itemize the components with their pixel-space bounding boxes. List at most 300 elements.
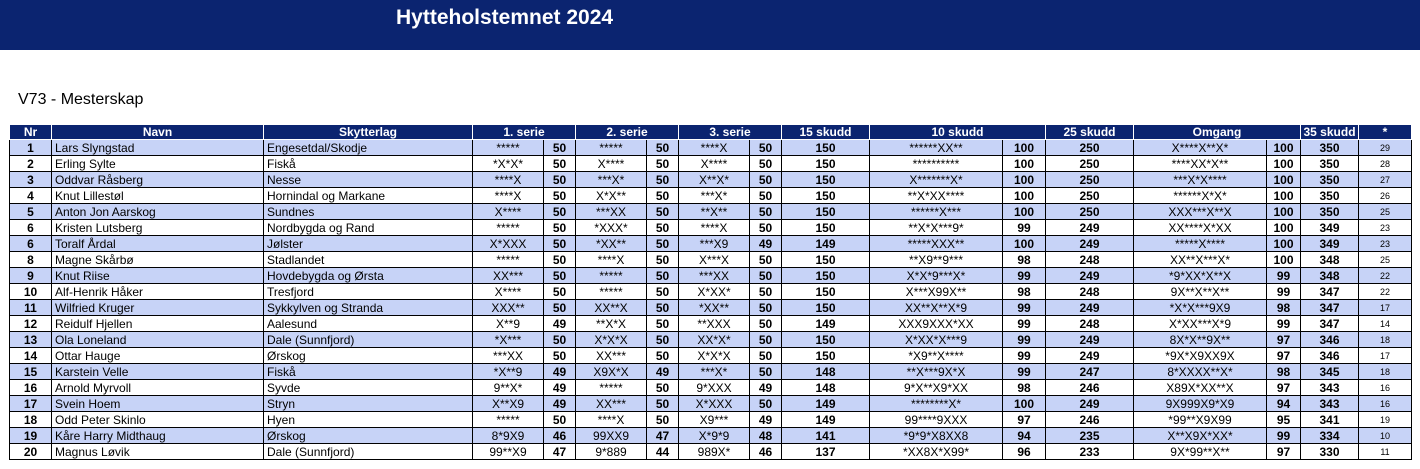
cell-serie-3-points: 50 xyxy=(750,348,782,364)
cell-omgang-shots: ******X*X* xyxy=(1134,188,1267,204)
cell-serie-1-points: 50 xyxy=(544,140,576,156)
table-row xyxy=(10,156,1412,172)
cell-navn: Magne Skårbø xyxy=(52,252,264,268)
table-row xyxy=(10,236,1412,252)
cell-10-skudd-points: 100 xyxy=(1003,396,1046,412)
cell-35-skudd-total: 350 xyxy=(1301,140,1359,156)
cell-serie-1-shots: ***** xyxy=(473,412,544,428)
cell-10-skudd-shots: X*******X* xyxy=(870,172,1003,188)
cell-omgang-shots: 9X**X**X** xyxy=(1134,284,1267,300)
cell-skytterlag: Nesse xyxy=(264,172,473,188)
cell-serie-2-shots: XX*** xyxy=(576,396,647,412)
cell-serie-2-points: 50 xyxy=(647,268,679,284)
cell-serie-2-shots: *XX** xyxy=(576,236,647,252)
cell-serie-3-shots: 989X* xyxy=(679,444,750,460)
cell-serie-1-shots: X**9 xyxy=(473,316,544,332)
cell-serie-1-shots: *X*** xyxy=(473,332,544,348)
cell-serie-2-shots: X9X*X xyxy=(576,364,647,380)
cell-10-skudd-points: 99 xyxy=(1003,220,1046,236)
table-row xyxy=(10,252,1412,268)
cell-star-count: 22 xyxy=(1359,284,1412,300)
cell-omgang-points: 97 xyxy=(1267,444,1301,460)
cell-serie-2-shots: ***** xyxy=(576,380,647,396)
cell-navn: Odd Peter Skinlo xyxy=(52,412,264,428)
cell-nr: 2 xyxy=(10,156,52,172)
cell-serie-2-points: 50 xyxy=(647,140,679,156)
cell-10-skudd-shots: **X*X***9* xyxy=(870,220,1003,236)
cell-serie-1-points: 50 xyxy=(544,204,576,220)
cell-omgang-shots: ***X*X**** xyxy=(1134,172,1267,188)
cell-navn: Reidulf Hjellen xyxy=(52,316,264,332)
cell-star-count: 17 xyxy=(1359,300,1412,316)
cell-15-skudd-total: 148 xyxy=(782,364,870,380)
cell-10-skudd-points: 100 xyxy=(1003,204,1046,220)
cell-10-skudd-shots: *****XXX** xyxy=(870,236,1003,252)
cell-35-skudd-total: 348 xyxy=(1301,252,1359,268)
cell-10-skudd-shots: 99****9XXX xyxy=(870,412,1003,428)
cell-skytterlag: Hornindal og Markane xyxy=(264,188,473,204)
cell-10-skudd-points: 99 xyxy=(1003,300,1046,316)
cell-omgang-shots: 9X999X9*X9 xyxy=(1134,396,1267,412)
cell-10-skudd-shots: ******X*** xyxy=(870,204,1003,220)
cell-15-skudd-total: 150 xyxy=(782,156,870,172)
cell-10-skudd-shots: **X9**9*** xyxy=(870,252,1003,268)
cell-omgang-shots: X*XX***X*9 xyxy=(1134,316,1267,332)
cell-serie-2-shots: 9*889 xyxy=(576,444,647,460)
cell-nr: 10 xyxy=(10,284,52,300)
cell-omgang-shots: XX**X***X* xyxy=(1134,252,1267,268)
cell-serie-3-shots: 9*XXX xyxy=(679,380,750,396)
cell-star-count: 29 xyxy=(1359,140,1412,156)
cell-10-skudd-shots: *XX8X*X99* xyxy=(870,444,1003,460)
cell-serie-2-points: 50 xyxy=(647,172,679,188)
cell-serie-1-shots: ***** xyxy=(473,220,544,236)
cell-serie-3-shots: X**X* xyxy=(679,172,750,188)
cell-star-count: 27 xyxy=(1359,172,1412,188)
cell-15-skudd-total: 141 xyxy=(782,428,870,444)
cell-15-skudd-total: 150 xyxy=(782,220,870,236)
cell-serie-2-shots: X*X** xyxy=(576,188,647,204)
cell-serie-1-points: 50 xyxy=(544,284,576,300)
table-row xyxy=(10,380,1412,396)
cell-serie-1-shots: ***** xyxy=(473,140,544,156)
cell-serie-1-points: 50 xyxy=(544,220,576,236)
cell-serie-2-shots: *XXX* xyxy=(576,220,647,236)
cell-skytterlag: Nordbygda og Rand xyxy=(264,220,473,236)
cell-star-count: 25 xyxy=(1359,204,1412,220)
cell-10-skudd-shots: **X***9X*X xyxy=(870,364,1003,380)
cell-serie-3-shots: ***XX xyxy=(679,268,750,284)
cell-serie-3-points: 50 xyxy=(750,172,782,188)
cell-10-skudd-points: 99 xyxy=(1003,348,1046,364)
col-header-nr: Nr xyxy=(10,125,52,140)
cell-serie-3-points: 50 xyxy=(750,220,782,236)
cell-10-skudd-points: 98 xyxy=(1003,284,1046,300)
cell-omgang-points: 97 xyxy=(1267,380,1301,396)
cell-serie-3-shots: X*XX* xyxy=(679,284,750,300)
cell-serie-3-shots: ***X* xyxy=(679,364,750,380)
cell-navn: Knut Lillestøl xyxy=(52,188,264,204)
cell-omgang-shots: ****XX*X** xyxy=(1134,156,1267,172)
cell-serie-2-points: 50 xyxy=(647,412,679,428)
cell-nr: 17 xyxy=(10,396,52,412)
cell-15-skudd-total: 150 xyxy=(782,284,870,300)
table-row xyxy=(10,444,1412,460)
cell-35-skudd-total: 346 xyxy=(1301,348,1359,364)
cell-omgang-points: 100 xyxy=(1267,204,1301,220)
cell-star-count: 16 xyxy=(1359,380,1412,396)
cell-navn: Wilfried Kruger xyxy=(52,300,264,316)
cell-skytterlag: Stadlandet xyxy=(264,252,473,268)
cell-35-skudd-total: 341 xyxy=(1301,412,1359,428)
cell-25-skudd-total: 249 xyxy=(1046,332,1134,348)
cell-navn: Toralf Årdal xyxy=(52,236,264,252)
cell-15-skudd-total: 149 xyxy=(782,236,870,252)
cell-15-skudd-total: 150 xyxy=(782,252,870,268)
cell-serie-3-shots: X***X xyxy=(679,252,750,268)
table-row xyxy=(10,204,1412,220)
cell-navn: Svein Hoem xyxy=(52,396,264,412)
cell-serie-3-points: 50 xyxy=(750,140,782,156)
cell-omgang-shots: *****X**** xyxy=(1134,236,1267,252)
cell-serie-1-points: 49 xyxy=(544,396,576,412)
cell-15-skudd-total: 150 xyxy=(782,268,870,284)
cell-serie-2-points: 50 xyxy=(647,236,679,252)
cell-serie-2-shots: ***** xyxy=(576,284,647,300)
cell-serie-1-shots: ***** xyxy=(473,252,544,268)
cell-25-skudd-total: 235 xyxy=(1046,428,1134,444)
cell-navn: Ola Loneland xyxy=(52,332,264,348)
cell-serie-1-points: 50 xyxy=(544,412,576,428)
col-header-serie-2: 2. serie xyxy=(576,125,679,140)
table-row xyxy=(10,268,1412,284)
cell-15-skudd-total: 150 xyxy=(782,300,870,316)
cell-nr: 12 xyxy=(10,316,52,332)
cell-25-skudd-total: 248 xyxy=(1046,316,1134,332)
page-title: Hytteholstemnet 2024 xyxy=(396,6,614,29)
cell-10-skudd-points: 100 xyxy=(1003,236,1046,252)
col-header-navn: Navn xyxy=(52,125,264,140)
cell-serie-1-points: 50 xyxy=(544,172,576,188)
cell-15-skudd-total: 150 xyxy=(782,172,870,188)
col-header-serie-1: 1. serie xyxy=(473,125,576,140)
cell-nr: 16 xyxy=(10,380,52,396)
cell-serie-2-points: 44 xyxy=(647,444,679,460)
cell-10-skudd-shots: ********X* xyxy=(870,396,1003,412)
table-row xyxy=(10,348,1412,364)
cell-omgang-shots: 8*XXXX**X* xyxy=(1134,364,1267,380)
col-header-star: * xyxy=(1359,125,1412,140)
cell-navn: Anton Jon Aarskog xyxy=(52,204,264,220)
cell-serie-3-shots: X*9*9 xyxy=(679,428,750,444)
cell-serie-2-shots: ****X xyxy=(576,252,647,268)
cell-serie-2-shots: ***** xyxy=(576,140,647,156)
cell-serie-2-shots: X*X*X xyxy=(576,332,647,348)
cell-serie-3-points: 50 xyxy=(750,364,782,380)
cell-serie-1-shots: *X**9 xyxy=(473,364,544,380)
class-title: V73 - Mesterskap xyxy=(18,91,144,108)
cell-10-skudd-points: 98 xyxy=(1003,252,1046,268)
cell-10-skudd-points: 97 xyxy=(1003,412,1046,428)
cell-serie-3-points: 50 xyxy=(750,332,782,348)
cell-star-count: 18 xyxy=(1359,364,1412,380)
cell-navn: Knut Riise xyxy=(52,268,264,284)
cell-10-skudd-shots: X***X99X** xyxy=(870,284,1003,300)
cell-serie-2-points: 50 xyxy=(647,348,679,364)
cell-serie-3-points: 50 xyxy=(750,156,782,172)
cell-serie-2-shots: XX**X xyxy=(576,300,647,316)
table-row xyxy=(10,364,1412,380)
table-row xyxy=(10,188,1412,204)
cell-star-count: 18 xyxy=(1359,332,1412,348)
cell-35-skudd-total: 350 xyxy=(1301,172,1359,188)
cell-35-skudd-total: 350 xyxy=(1301,156,1359,172)
cell-skytterlag: Hyen xyxy=(264,412,473,428)
cell-nr: 5 xyxy=(10,204,52,220)
cell-10-skudd-shots: **X*XX**** xyxy=(870,188,1003,204)
cell-25-skudd-total: 249 xyxy=(1046,396,1134,412)
cell-navn: Alf-Henrik Håker xyxy=(52,284,264,300)
cell-25-skudd-total: 248 xyxy=(1046,252,1134,268)
cell-serie-3-shots: ***X* xyxy=(679,188,750,204)
cell-navn: Lars Slyngstad xyxy=(52,140,264,156)
cell-serie-1-shots: ***XX xyxy=(473,348,544,364)
table-row xyxy=(10,300,1412,316)
cell-omgang-shots: *9X*X9XX9X xyxy=(1134,348,1267,364)
cell-10-skudd-points: 99 xyxy=(1003,316,1046,332)
cell-10-skudd-points: 99 xyxy=(1003,268,1046,284)
cell-skytterlag: Sykkylven og Stranda xyxy=(264,300,473,316)
cell-serie-2-shots: X**** xyxy=(576,156,647,172)
cell-skytterlag: Engesetdal/Skodje xyxy=(264,140,473,156)
cell-serie-1-points: 50 xyxy=(544,236,576,252)
cell-serie-2-points: 50 xyxy=(647,220,679,236)
col-header-omgang: Omgang xyxy=(1134,125,1301,140)
cell-35-skudd-total: 350 xyxy=(1301,204,1359,220)
cell-skytterlag: Fiskå xyxy=(264,364,473,380)
cell-15-skudd-total: 150 xyxy=(782,332,870,348)
cell-skytterlag: Ørskog xyxy=(264,348,473,364)
cell-serie-3-points: 46 xyxy=(750,444,782,460)
cell-star-count: 25 xyxy=(1359,252,1412,268)
cell-star-count: 23 xyxy=(1359,236,1412,252)
cell-serie-2-points: 50 xyxy=(647,380,679,396)
cell-navn: Oddvar Råsberg xyxy=(52,172,264,188)
cell-serie-3-shots: X**** xyxy=(679,156,750,172)
cell-serie-1-points: 49 xyxy=(544,380,576,396)
cell-10-skudd-shots: XXX9XXX*XX xyxy=(870,316,1003,332)
cell-star-count: 11 xyxy=(1359,444,1412,460)
cell-10-skudd-points: 100 xyxy=(1003,188,1046,204)
cell-25-skudd-total: 249 xyxy=(1046,268,1134,284)
cell-serie-1-points: 46 xyxy=(544,428,576,444)
table-row xyxy=(10,412,1412,428)
cell-10-skudd-shots: X*XX*X***9 xyxy=(870,332,1003,348)
cell-serie-1-points: 49 xyxy=(544,316,576,332)
cell-15-skudd-total: 150 xyxy=(782,204,870,220)
cell-15-skudd-total: 149 xyxy=(782,412,870,428)
cell-omgang-points: 100 xyxy=(1267,188,1301,204)
cell-serie-1-shots: XXX** xyxy=(473,300,544,316)
cell-35-skudd-total: 343 xyxy=(1301,396,1359,412)
cell-10-skudd-points: 98 xyxy=(1003,380,1046,396)
cell-omgang-points: 98 xyxy=(1267,300,1301,316)
cell-star-count: 19 xyxy=(1359,412,1412,428)
cell-serie-3-points: 50 xyxy=(750,204,782,220)
cell-omgang-points: 100 xyxy=(1267,140,1301,156)
cell-25-skudd-total: 250 xyxy=(1046,140,1134,156)
cell-serie-2-points: 50 xyxy=(647,252,679,268)
table-row xyxy=(10,332,1412,348)
table-row xyxy=(10,172,1412,188)
cell-omgang-shots: *X*X***9X9 xyxy=(1134,300,1267,316)
cell-skytterlag: Syvde xyxy=(264,380,473,396)
col-header-skytterlag: Skytterlag xyxy=(264,125,473,140)
cell-serie-3-points: 49 xyxy=(750,380,782,396)
cell-skytterlag: Ørskog xyxy=(264,428,473,444)
cell-omgang-points: 95 xyxy=(1267,412,1301,428)
cell-serie-2-shots: ***** xyxy=(576,268,647,284)
cell-10-skudd-points: 94 xyxy=(1003,428,1046,444)
cell-35-skudd-total: 334 xyxy=(1301,428,1359,444)
cell-15-skudd-total: 150 xyxy=(782,140,870,156)
cell-serie-2-points: 50 xyxy=(647,284,679,300)
cell-nr: 14 xyxy=(10,348,52,364)
cell-15-skudd-total: 150 xyxy=(782,188,870,204)
cell-star-count: 26 xyxy=(1359,188,1412,204)
cell-nr: 3 xyxy=(10,172,52,188)
cell-serie-2-points: 50 xyxy=(647,204,679,220)
cell-serie-2-points: 50 xyxy=(647,316,679,332)
cell-nr: 8 xyxy=(10,252,52,268)
cell-serie-1-points: 50 xyxy=(544,188,576,204)
cell-navn: Karstein Velle xyxy=(52,364,264,380)
header-bar xyxy=(0,0,1420,50)
cell-navn: Erling Sylte xyxy=(52,156,264,172)
cell-omgang-shots: X**X9X*XX* xyxy=(1134,428,1267,444)
cell-35-skudd-total: 347 xyxy=(1301,284,1359,300)
cell-omgang-shots: *9*XX*X**X xyxy=(1134,268,1267,284)
cell-navn: Kåre Harry Midthaug xyxy=(52,428,264,444)
cell-serie-2-points: 49 xyxy=(647,364,679,380)
cell-serie-1-shots: X*XXX xyxy=(473,236,544,252)
cell-serie-1-shots: *X*X* xyxy=(473,156,544,172)
cell-nr: 20 xyxy=(10,444,52,460)
cell-serie-3-shots: ***X9 xyxy=(679,236,750,252)
cell-nr: 6 xyxy=(10,236,52,252)
cell-serie-2-shots: XX*** xyxy=(576,348,647,364)
cell-serie-3-points: 50 xyxy=(750,396,782,412)
table-row xyxy=(10,396,1412,412)
cell-15-skudd-total: 149 xyxy=(782,316,870,332)
cell-omgang-shots: X89X*XX**X xyxy=(1134,380,1267,396)
cell-serie-1-shots: ****X xyxy=(473,188,544,204)
cell-serie-3-points: 50 xyxy=(750,284,782,300)
cell-10-skudd-shots: XX**X**X*9 xyxy=(870,300,1003,316)
cell-25-skudd-total: 249 xyxy=(1046,348,1134,364)
cell-35-skudd-total: 350 xyxy=(1301,188,1359,204)
cell-omgang-points: 94 xyxy=(1267,396,1301,412)
cell-skytterlag: Aalesund xyxy=(264,316,473,332)
cell-omgang-shots: 9X*99**X** xyxy=(1134,444,1267,460)
cell-15-skudd-total: 150 xyxy=(782,348,870,364)
cell-serie-1-points: 50 xyxy=(544,156,576,172)
cell-nr: 1 xyxy=(10,140,52,156)
cell-omgang-points: 97 xyxy=(1267,348,1301,364)
cell-35-skudd-total: 346 xyxy=(1301,332,1359,348)
cell-skytterlag: Dale (Sunnfjord) xyxy=(264,332,473,348)
cell-25-skudd-total: 249 xyxy=(1046,236,1134,252)
cell-10-skudd-shots: *X9**X**** xyxy=(870,348,1003,364)
cell-omgang-shots: XXX***X**X xyxy=(1134,204,1267,220)
cell-serie-2-points: 50 xyxy=(647,300,679,316)
cell-10-skudd-shots: ********** xyxy=(870,156,1003,172)
cell-star-count: 17 xyxy=(1359,348,1412,364)
cell-nr: 9 xyxy=(10,268,52,284)
cell-omgang-points: 99 xyxy=(1267,428,1301,444)
cell-star-count: 23 xyxy=(1359,220,1412,236)
cell-25-skudd-total: 246 xyxy=(1046,412,1134,428)
cell-serie-1-points: 47 xyxy=(544,444,576,460)
cell-omgang-points: 98 xyxy=(1267,364,1301,380)
cell-serie-3-points: 49 xyxy=(750,412,782,428)
cell-star-count: 14 xyxy=(1359,316,1412,332)
cell-serie-3-points: 50 xyxy=(750,300,782,316)
cell-omgang-points: 100 xyxy=(1267,236,1301,252)
cell-omgang-shots: 8X*X**9X** xyxy=(1134,332,1267,348)
cell-nr: 11 xyxy=(10,300,52,316)
cell-serie-3-shots: *XX** xyxy=(679,300,750,316)
cell-25-skudd-total: 247 xyxy=(1046,364,1134,380)
cell-10-skudd-shots: X*X*9***X* xyxy=(870,268,1003,284)
cell-25-skudd-total: 250 xyxy=(1046,172,1134,188)
cell-serie-1-points: 50 xyxy=(544,268,576,284)
cell-omgang-points: 97 xyxy=(1267,332,1301,348)
col-header-serie-3: 3. serie xyxy=(679,125,782,140)
cell-serie-1-shots: 8*9X9 xyxy=(473,428,544,444)
table-row xyxy=(10,316,1412,332)
cell-omgang-shots: XX****X*XX xyxy=(1134,220,1267,236)
cell-serie-2-shots: ***X* xyxy=(576,172,647,188)
cell-35-skudd-total: 349 xyxy=(1301,236,1359,252)
cell-omgang-points: 99 xyxy=(1267,268,1301,284)
cell-25-skudd-total: 248 xyxy=(1046,284,1134,300)
cell-25-skudd-total: 246 xyxy=(1046,380,1134,396)
cell-omgang-shots: X****X**X* xyxy=(1134,140,1267,156)
col-header-35-skudd: 35 skudd xyxy=(1301,125,1359,140)
cell-serie-2-shots: ****X xyxy=(576,412,647,428)
cell-serie-3-points: 50 xyxy=(750,252,782,268)
cell-omgang-points: 99 xyxy=(1267,316,1301,332)
cell-star-count: 22 xyxy=(1359,268,1412,284)
cell-10-skudd-points: 100 xyxy=(1003,140,1046,156)
cell-skytterlag: Dale (Sunnfjord) xyxy=(264,444,473,460)
results-table xyxy=(9,124,1412,460)
cell-serie-3-points: 50 xyxy=(750,268,782,284)
cell-serie-1-shots: 99**X9 xyxy=(473,444,544,460)
cell-35-skudd-total: 345 xyxy=(1301,364,1359,380)
cell-serie-3-shots: XX*X* xyxy=(679,332,750,348)
cell-star-count: 28 xyxy=(1359,156,1412,172)
cell-skytterlag: Sundnes xyxy=(264,204,473,220)
cell-nr: 19 xyxy=(10,428,52,444)
cell-serie-2-points: 50 xyxy=(647,396,679,412)
cell-omgang-points: 100 xyxy=(1267,156,1301,172)
cell-nr: 15 xyxy=(10,364,52,380)
cell-10-skudd-points: 100 xyxy=(1003,156,1046,172)
cell-serie-1-shots: ****X xyxy=(473,172,544,188)
cell-10-skudd-points: 99 xyxy=(1003,332,1046,348)
